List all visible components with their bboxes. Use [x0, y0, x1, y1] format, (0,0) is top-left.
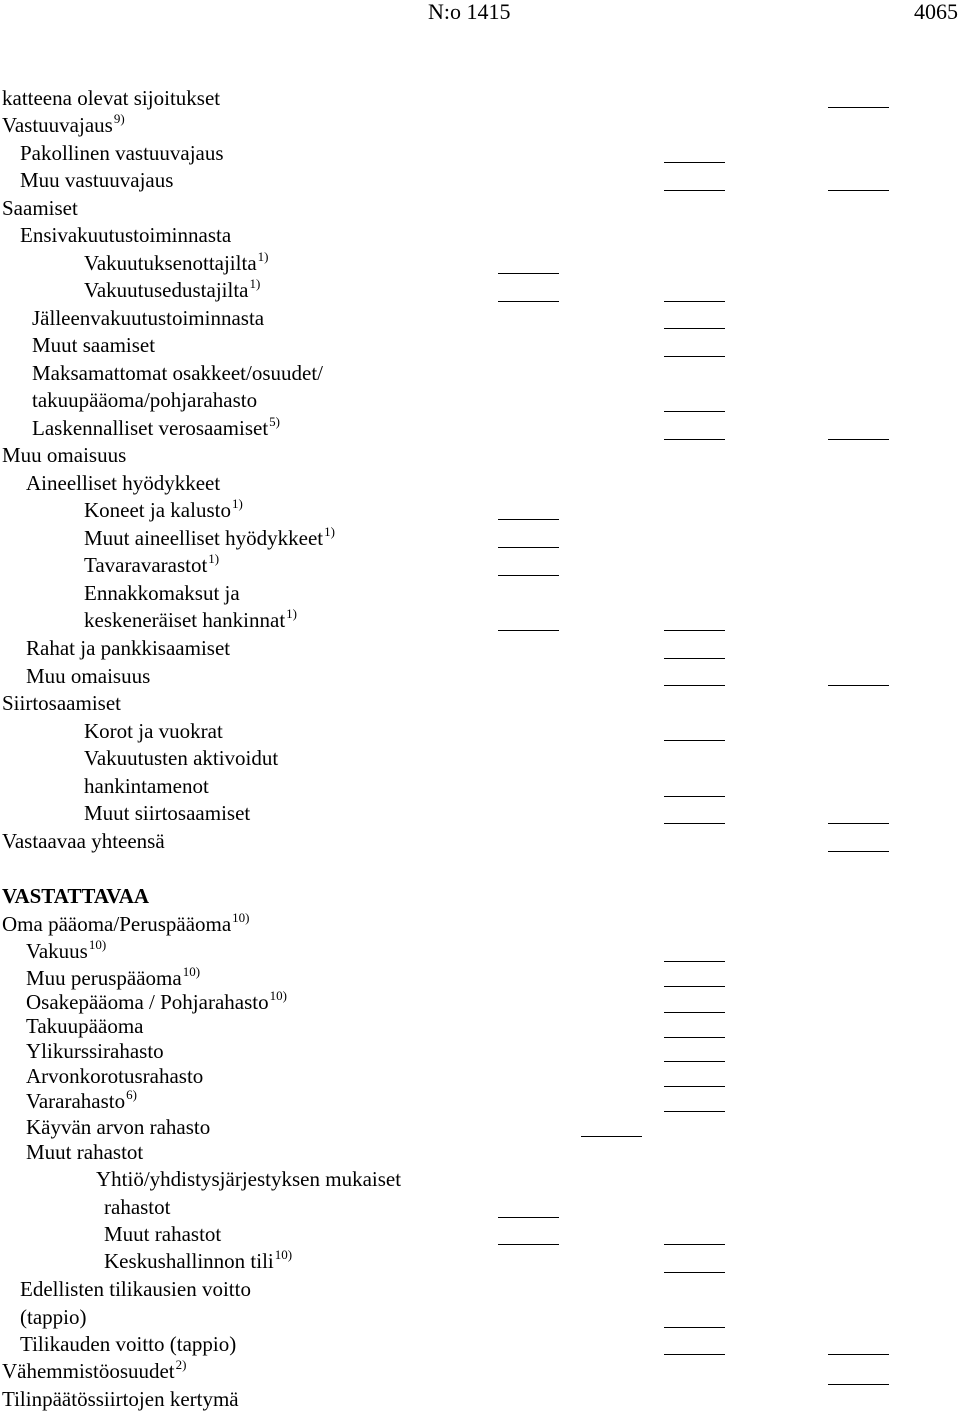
- account-label: Pakollinen vastuuvajaus: [20, 141, 224, 165]
- account-label: Siirtosaamiset: [2, 691, 121, 715]
- account-label: hankintamenot: [84, 774, 209, 798]
- account-label: Keskushallinnon tili: [104, 1249, 274, 1273]
- account-label: Käyvän arvon rahasto: [26, 1115, 211, 1139]
- account-line: [104, 1249, 292, 1276]
- amount-blank-line: [664, 630, 725, 631]
- account-line: [104, 1222, 221, 1246]
- footnote-ref: 1): [231, 496, 243, 511]
- account-line: [84, 746, 278, 770]
- amount-blank-line: [828, 107, 889, 108]
- account-line: [84, 774, 209, 798]
- account-label: Jälleenvakuutustoiminnasta: [32, 306, 265, 330]
- account-line: [32, 416, 280, 443]
- account-label: Tavaravarastot: [84, 553, 208, 577]
- account-line: [26, 1064, 203, 1088]
- footnote-ref: 2): [175, 1357, 187, 1372]
- account-label: Tilikauden voitto (tappio): [20, 1332, 237, 1356]
- account-line: [26, 1014, 143, 1038]
- account-label: Muut saamiset: [32, 333, 156, 357]
- account-line: [2, 196, 78, 220]
- footnote-ref: 1): [286, 606, 298, 621]
- account-line: [26, 636, 230, 660]
- account-label: Vastaavaa yhteensä: [2, 829, 165, 853]
- amount-blank-line: [581, 1136, 642, 1137]
- account-line: [20, 1277, 251, 1301]
- amount-blank-line: [498, 575, 559, 576]
- account-line: [84, 801, 250, 825]
- account-label: Muu vastuuvajaus: [20, 168, 174, 192]
- account-label: Vakuus: [26, 939, 88, 963]
- amount-blank-line: [828, 685, 889, 686]
- account-label: Takuupääoma: [26, 1014, 144, 1038]
- account-line: [26, 471, 220, 495]
- account-label: Saamiset: [2, 196, 78, 220]
- amount-blank-line: [498, 301, 559, 302]
- account-label: Aineelliset hyödykkeet: [26, 471, 221, 495]
- section-heading: [2, 884, 149, 908]
- account-label: Yhtiö/yhdistysjärjestyksen mukaiset: [96, 1167, 402, 1191]
- amount-blank-line: [664, 1327, 725, 1328]
- amount-blank-line: [498, 547, 559, 548]
- account-label: Oma pääoma/Peruspääoma: [2, 912, 232, 936]
- footnote-ref: 6): [126, 1087, 137, 1102]
- amount-blank-line: [664, 356, 725, 357]
- account-label: Muut rahastot: [26, 1140, 144, 1164]
- account-line: [32, 306, 264, 330]
- footnote-ref: 10): [88, 937, 107, 952]
- account-label: katteena olevat sijoitukset: [2, 86, 221, 110]
- account-line: [84, 553, 219, 580]
- amount-blank-line: [664, 1111, 725, 1112]
- account-label: Muu omaisuus: [2, 443, 127, 467]
- account-label: Vähemmistöosuudet: [2, 1359, 175, 1383]
- account-label: Muu peruspääoma: [26, 966, 182, 990]
- amount-blank-line: [664, 301, 725, 302]
- account-line: [84, 498, 243, 525]
- account-label: Edellisten tilikausien voitto: [20, 1277, 251, 1301]
- amount-blank-line: [664, 1244, 725, 1245]
- footnote-ref: 1): [324, 524, 335, 539]
- footnote-ref: 10): [182, 964, 201, 979]
- amount-blank-line: [664, 986, 725, 987]
- account-label: takuupääoma/pohjarahasto: [32, 388, 258, 412]
- page-number: N:o 1415: [428, 0, 511, 24]
- account-label: Koneet ja kalusto: [84, 498, 231, 522]
- amount-blank-line: [498, 273, 559, 274]
- account-line: [20, 141, 224, 165]
- account-label: Vakuutuksenottajilta: [84, 251, 257, 275]
- account-label: Rahat ja pankkisaamiset: [26, 636, 231, 660]
- account-line: [84, 526, 335, 553]
- account-label: Vakuutusedustajilta: [84, 278, 249, 302]
- account-line: [104, 1195, 170, 1219]
- account-label: Maksamattomat osakkeet/osuudet/: [32, 361, 324, 385]
- account-label: Laskennalliset verosaamiset: [32, 416, 269, 440]
- account-label: (tappio): [20, 1305, 87, 1329]
- amount-blank-line: [498, 630, 559, 631]
- footnote-ref: 1): [208, 551, 220, 566]
- account-line: [26, 1115, 210, 1139]
- footnote-ref: 10): [269, 988, 287, 1003]
- account-line: [2, 113, 125, 140]
- account-line: [32, 388, 257, 412]
- amount-blank-line: [664, 162, 725, 163]
- account-label: Tilinpäätössiirtojen kertymä: [2, 1387, 239, 1411]
- amount-blank-line: [664, 961, 725, 962]
- footnote-ref: 10): [274, 1247, 293, 1262]
- amount-blank-line: [664, 411, 725, 412]
- amount-blank-line: [828, 439, 889, 440]
- footnote-ref: 1): [249, 276, 261, 291]
- account-label: Vararahasto: [26, 1089, 126, 1113]
- account-line: [84, 251, 268, 278]
- account-line: [20, 1305, 86, 1329]
- account-label: Vastuuvajaus: [2, 113, 113, 137]
- footnote-ref: 1): [257, 249, 269, 264]
- account-line: [26, 664, 150, 688]
- account-label: Ennakkomaksut ja: [84, 581, 240, 605]
- account-label: Muut siirtosaamiset: [84, 801, 251, 825]
- account-line: [2, 1359, 187, 1386]
- account-label: Vakuutusten aktivoidut: [84, 746, 279, 770]
- amount-blank-line: [664, 796, 725, 797]
- account-line: [20, 223, 231, 247]
- footnote-ref: 5): [269, 414, 281, 429]
- account-line: [2, 829, 165, 853]
- amount-blank-line: [828, 190, 889, 191]
- account-line: [32, 361, 323, 385]
- account-line: [20, 168, 173, 192]
- amount-blank-line: [828, 851, 889, 852]
- amount-blank-line: [664, 685, 725, 686]
- account-line: [2, 691, 121, 715]
- account-line: [2, 1387, 239, 1411]
- account-label: Arvonkorotusrahasto: [26, 1064, 204, 1088]
- account-line: [26, 939, 106, 966]
- amount-blank-line: [828, 823, 889, 824]
- footnote-ref: 10): [232, 910, 250, 925]
- account-line: [20, 1332, 236, 1356]
- account-label: Muut rahastot: [104, 1222, 222, 1246]
- account-line: [2, 86, 220, 110]
- account-label: Muut aineelliset hyödykkeet: [84, 526, 324, 550]
- account-line: [26, 990, 287, 1017]
- amount-blank-line: [664, 1086, 725, 1087]
- amount-blank-line: [664, 1272, 725, 1273]
- account-line: [32, 333, 155, 357]
- amount-blank-line: [498, 1244, 559, 1245]
- account-label: VASTATTAVAA: [2, 884, 150, 908]
- amount-blank-line: [498, 1217, 559, 1218]
- account-line: [26, 1039, 164, 1063]
- account-label: Ensivakuutustoiminnasta: [20, 223, 232, 247]
- amount-blank-line: [664, 1354, 725, 1355]
- account-label: Ylikurssirahasto: [26, 1039, 164, 1063]
- account-line: [2, 443, 126, 467]
- account-label: Muu omaisuus: [26, 664, 151, 688]
- amount-blank-line: [664, 823, 725, 824]
- account-line: [84, 581, 240, 605]
- account-line: [2, 912, 250, 939]
- page-folio: 4065: [914, 0, 958, 24]
- amount-blank-line: [664, 740, 725, 741]
- account-label: rahastot: [104, 1195, 171, 1219]
- footnote-ref: 9): [113, 111, 125, 126]
- amount-blank-line: [664, 328, 725, 329]
- amount-blank-line: [664, 1037, 725, 1038]
- account-label: Osakepääoma / Pohjarahasto: [26, 990, 269, 1014]
- account-line: [84, 608, 297, 635]
- amount-blank-line: [828, 1384, 889, 1385]
- account-label: Korot ja vuokrat: [84, 719, 223, 743]
- account-line: [26, 1089, 137, 1116]
- amount-blank-line: [664, 658, 725, 659]
- amount-blank-line: [828, 1354, 889, 1355]
- account-line: [26, 966, 200, 993]
- account-line: [96, 1167, 401, 1191]
- account-label: keskeneräiset hankinnat: [84, 608, 286, 632]
- amount-blank-line: [498, 519, 559, 520]
- amount-blank-line: [664, 1012, 725, 1013]
- amount-blank-line: [664, 1061, 725, 1062]
- amount-blank-line: [664, 439, 725, 440]
- account-line: [84, 719, 223, 743]
- amount-blank-line: [664, 190, 725, 191]
- account-line: [84, 278, 260, 305]
- account-line: [26, 1140, 143, 1164]
